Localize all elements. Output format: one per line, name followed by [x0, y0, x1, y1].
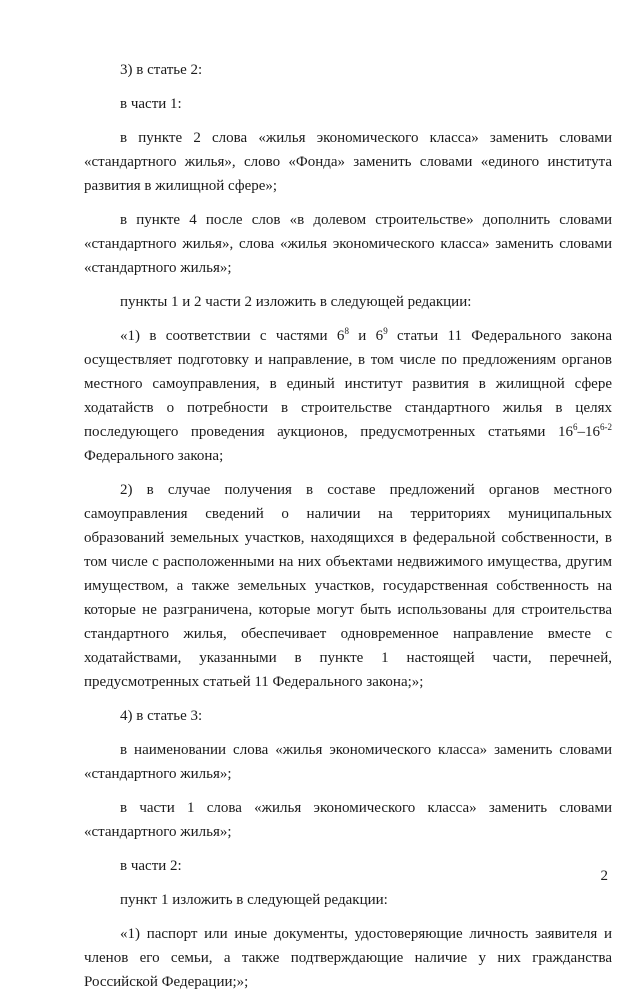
paragraph-item-2-amendment: в пункте 2 слова «жилья экономического класса» заменить словами «стандартного жилья», слово «Фонда» заменить словами «единого института развития в жилищной сфере»; [84, 130, 612, 194]
paragraph-item-1-redaction: пункт 1 изложить в следующей редакции: [120, 892, 388, 908]
paragraph-new-item-2: 2) в случае получения в составе предложений органов местного самоуправления сведений о наличии на территориях муниципальных образований земельных участков, находящихся в федеральной собственности, в том числе с расположенными на них объектами недвижимого имущества, другим имуществом, а также земельных участков, государственная собственность на которые не разграничена, которые могут быть использованы для строительства стандартного жилья, обеспечивает одновременное направление вместе с ходатайствами, указанными в пункте 1 настоящей части, перечней, предусмотренных статьей 11 Федерального закона;»; [84, 482, 612, 690]
paragraph-passport-item: «1) паспорт или иные документы, удостоверяющие личность заявителя и членов его семьи, а также подтверждающие наличие у них гражданства Российской Федерации;»; [84, 926, 612, 990]
paragraph-part-2: в части 2: [120, 858, 182, 874]
paragraph-item-4-amendment: в пункте 4 после слов «в долевом строительстве» дополнить словами «стандартного жилья», слова «жилья экономического класса» заменить словами «стандартного жилья»; [84, 212, 612, 276]
paragraph-article-3: 4) в статье 3: [120, 708, 203, 724]
page-number: 2 [600, 868, 608, 884]
paragraph-items-1-2-part-2: пункты 1 и 2 части 2 изложить в следующей редакции: [120, 294, 472, 310]
paragraph-part-1-amendment: в части 1 слова «жилья экономического класса» заменить словами «стандартного жилья»; [84, 800, 612, 840]
paragraph-title-amendment: в наименовании слова «жилья экономического класса» заменить словами «стандартного жилья»; [84, 742, 612, 782]
paragraph-article-2: 3) в статье 2: [120, 62, 203, 78]
paragraph-new-item-1: «1) в соответствии с частями $6^8$ и $6^9$ статьи 11 Федерального закона осуществляет подготовку и направление, в том числе по предложениям органов местного самоуправления, в единый институт развития в жилищной сфере ходатайств о потребности в строительстве стандартного жилья в целях последующего проведения аукционов, предусмотренных статьями $16^6-16^{6-2}$ Федерального закона; [84, 326, 612, 464]
paragraph-part-1: в части 1: [120, 96, 182, 112]
